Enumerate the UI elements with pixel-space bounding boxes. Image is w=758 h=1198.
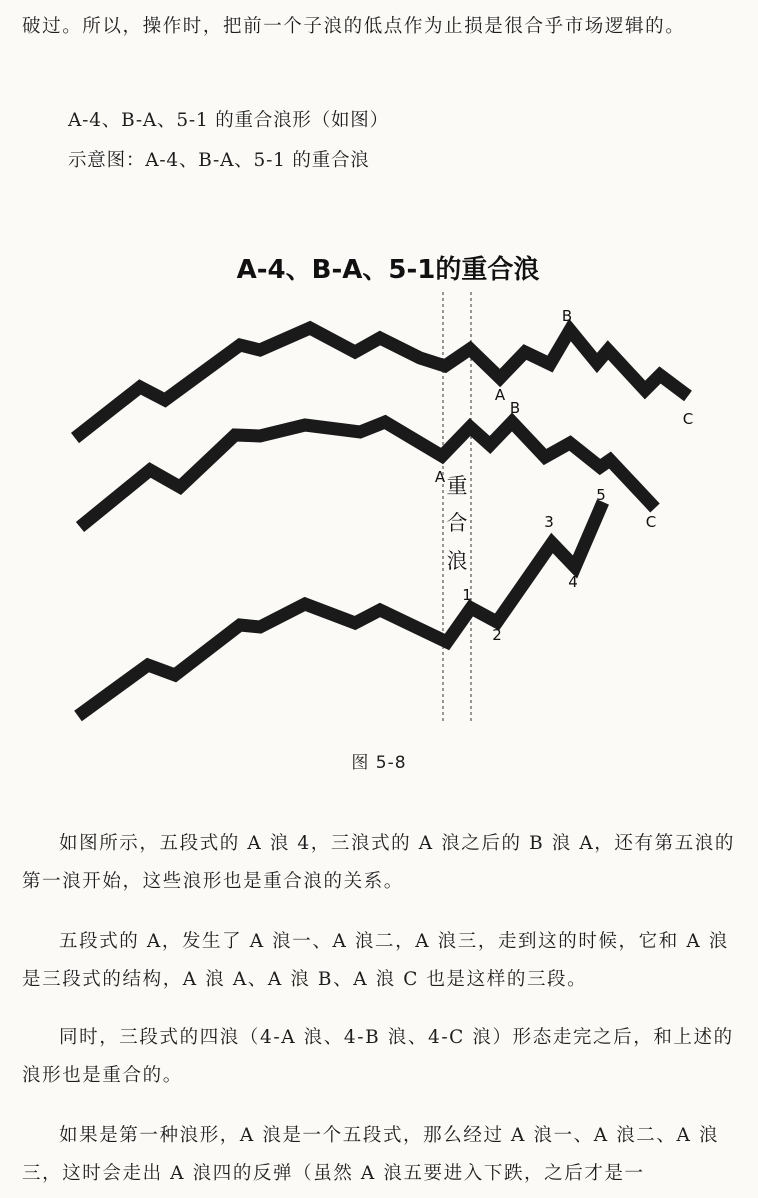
overlap-char-3: 浪: [446, 549, 468, 573]
bottom-wave-label-1: 1: [462, 586, 472, 604]
middle-wave-label-a: A: [434, 468, 446, 486]
section-heading: A-4、B-A、5-1 的重合浪形（如图）: [68, 110, 389, 131]
figure-title: A-4、B-A、5-1的重合浪: [236, 255, 540, 285]
overlap-char-2: 合: [446, 511, 468, 535]
diagram-heading: 示意图：A-4、B-A、5-1 的重合浪: [68, 150, 370, 171]
wave-line-middle: [80, 422, 655, 527]
top-wave-label-c: C: [682, 410, 694, 428]
middle-wave-label-c: C: [645, 513, 657, 531]
bottom-wave-label-3: 3: [544, 513, 554, 531]
body-paragraph: 如图所示，五段式的 A 浪 4，三浪式的 A 浪之后的 B 浪 A，还有第五浪的第一浪开始，这些浪形也是重合浪的关系。: [22, 833, 735, 892]
body-paragraph: 同时，三段式的四浪（4-A 浪、4-B 浪、4-C 浪）形态走完之后，和上述的浪形也是重合的。: [22, 1027, 734, 1086]
top-wave-label-a: A: [494, 386, 506, 404]
overlap-char-1: 重: [446, 474, 468, 498]
wave-overlap-diagram: [0, 225, 758, 735]
middle-wave-label-b: B: [509, 399, 521, 417]
bottom-wave-label-2: 2: [492, 626, 502, 644]
body-paragraph: 五段式的 A，发生了 A 浪一、A 浪二，A 浪三，走到这的时候，它和 A 浪是三段式的结构，A 浪 A、A 浪 B、A 浪 C 也是这样的三段。: [22, 931, 729, 990]
body-paragraph: 如果是第一种浪形，A 浪是一个五段式，那么经过 A 浪一、A 浪二、A 浪三，这时会走出 A 浪四的反弹（虽然 A 浪五要进入下跌，之后才是一: [22, 1125, 720, 1184]
wave-line-bottom: [78, 502, 603, 716]
figure-caption: 图 5-8: [351, 753, 407, 773]
top-wave-label-b: B: [561, 307, 573, 325]
overlap-label: [447, 474, 468, 573]
bottom-wave-label-4: 4: [568, 573, 578, 591]
top-paragraph: 破过。所以，操作时，把前一个子浪的低点作为止损是很合乎市场逻辑的。: [22, 16, 686, 37]
bottom-wave-label-5: 5: [596, 486, 606, 504]
